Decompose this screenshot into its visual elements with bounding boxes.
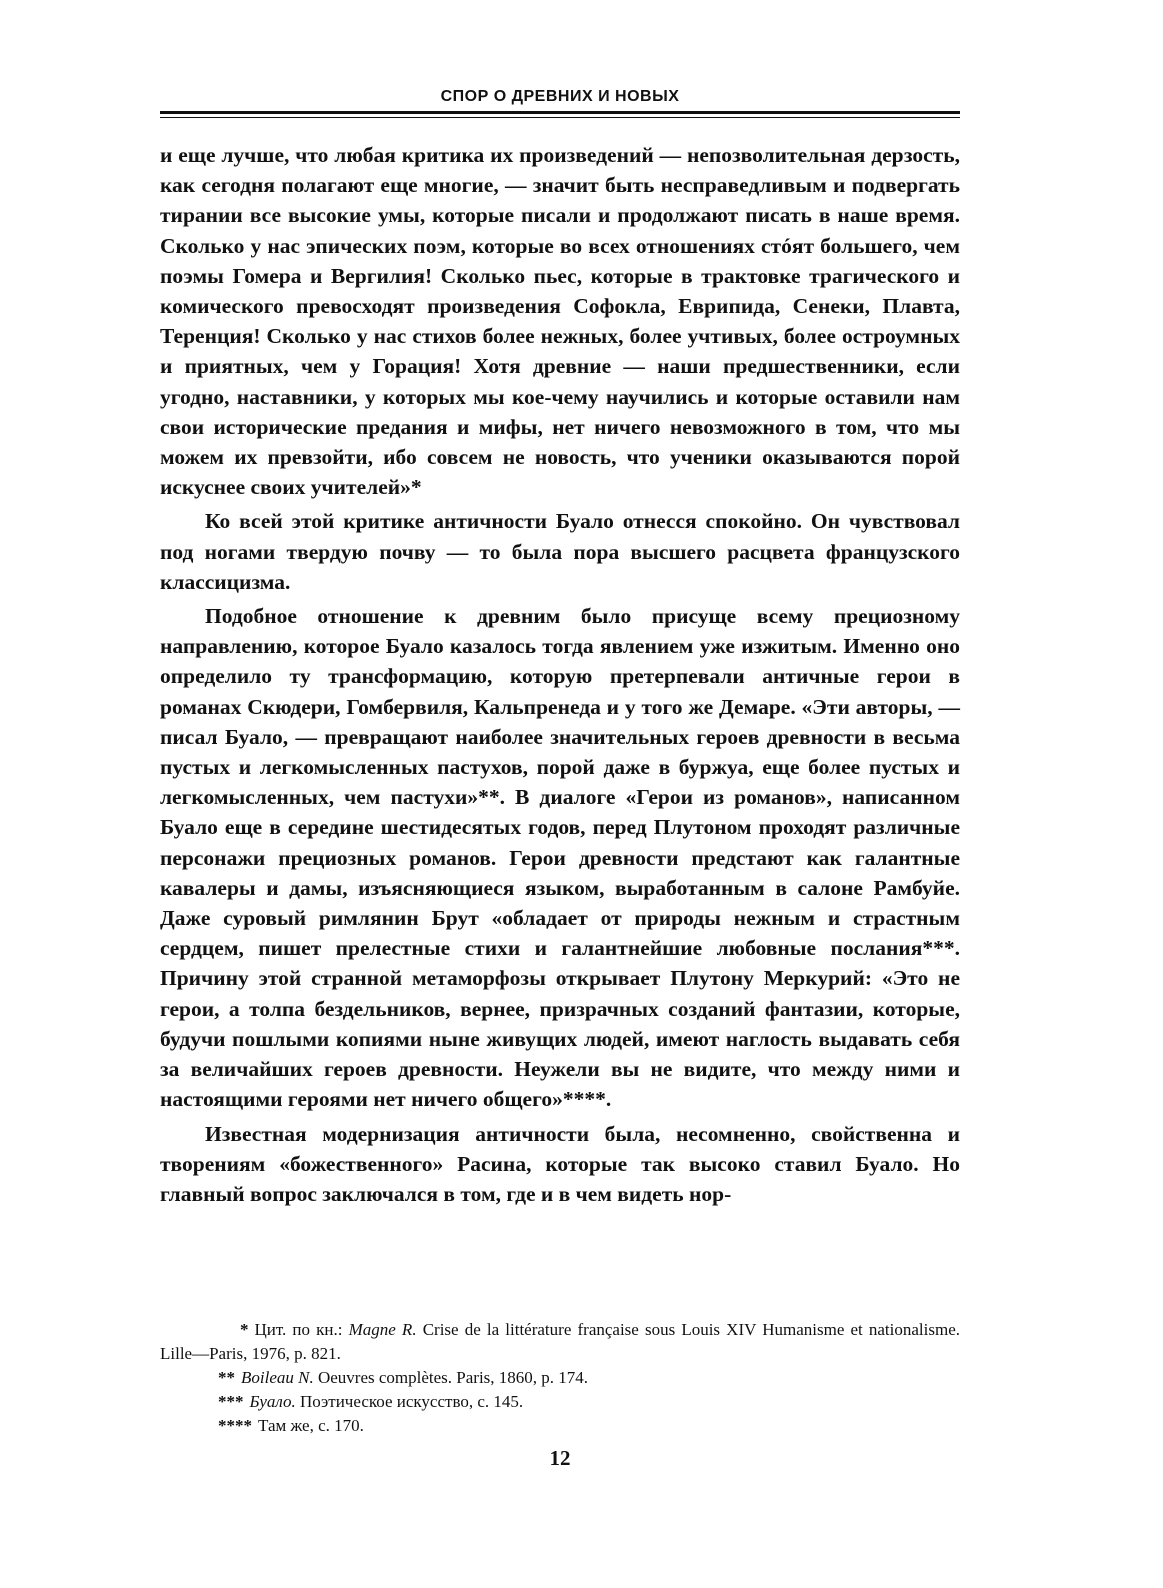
header-rule-thin (160, 117, 960, 118)
body-text (160, 140, 960, 1209)
page-number: 12 (549, 1446, 571, 1470)
footnote-author: Boileau N. (241, 1368, 314, 1387)
footnote-mark: **** (218, 1416, 252, 1435)
footnotes (160, 1318, 960, 1438)
running-title: СПОР О ДРЕВНИХ И НОВЫХ (440, 88, 680, 105)
footnote-2 (160, 1366, 960, 1390)
paragraph-1: и еще лучше, что любая критика их произведений — непозволительная дерзость, как сегодня полагают еще многие, — значит быть несправедливым и подвергать тирании все высокие умы, которые писали и продолжают писать в наше время. Сколько у нас эпических поэм, которые во всех отношениях стóят большего, чем поэмы Гомера и Вергилия! Сколько пьес, которые в трактовке трагического и комического превосходят произведения Софокла, Еврипида, Сенеки, Плавта, Теренция! Сколько у нас стихов более нежных, более учтивых, более остроумных и приятных, чем у Горация! Хотя древние — наши предшественники, если угодно, наставники, у которых мы кое-чему научились и которые оставили нам свои исторические предания и мифы, нет ничего невозможного в том, что мы можем их превзойти, ибо совсем не новость, что ученики оказываются порой искуснее своих учителей»* (160, 143, 960, 500)
footnote-1 (160, 1318, 960, 1366)
footnote-mark: *** (218, 1392, 244, 1411)
footnote-text: Поэтическое искусство, с. 145. (295, 1392, 524, 1411)
footnote-mark: ** (218, 1368, 235, 1387)
footnote-4 (160, 1414, 960, 1438)
paragraph-2: Ко всей этой критике античности Буало отнесся спокойно. Он чувствовал под ногами твердую почву — то была пора высшего расцвета французского классицизма. (160, 509, 960, 594)
footnote-3 (160, 1390, 960, 1414)
paragraph-4: Известная модернизация античности была, несомненно, свойственна и творениям «божественного» Расина, которые так высоко ставил Буало. Но главный вопрос заключался в том, где и в чем видеть нор- (160, 1121, 960, 1206)
book-page (160, 0, 960, 1588)
footnote-text: Oeuvres complètes. Paris, 1860, p. 174. (313, 1368, 589, 1387)
paragraph-3: Подобное отношение к древним было присуще всему прециозному направлению, которое Буало казалось тогда явлением уже изжитым. Именно оно определило ту трансформацию, которую претерпевали античные герои в романах Скюдери, Гомбервиля, Кальпренеда и у того же Демаре. «Эти авторы, — писал Буало, — превращают наиболее значительных героев древности в весьма пустых и легкомысленных пастухов, порой даже в буржуа, еще более пустых и легкомысленных, чем пастухи»**. В диалоге «Герои из романов», написанном Буало еще в середине шестидесятых годов, перед Плутоном проходят различные персонажи прециозных романов. Герои древности предстают как галантные кавалеры и дамы, изъясняющиеся языком, выработанным в салоне Рамбуйе. Даже суровый римлянин Брут «обладает от природы нежным и страстным сердцем, пишет прелестные стихи и галантнейшие любовные послания***. Причину этой странной метаморфозы открывает Плутону Меркурий: «Это не герои, а толпа бездельников, вернее, призрачных созданий фантазии, которые, будучи пошлыми копиями ныне живущих людей, имеют наглость выдавать себя за величайших героев древности. Неужели вы не видите, что между ними и настоящими героями нет ничего общего»****. (160, 604, 960, 1112)
footnote-text: Crise de la littérature française sous Louis XIV Humanisme et nationalisme. Lille—Paris, 1976, p. 821. (160, 1320, 961, 1363)
footnote-prefix: Цит. по кн.: (254, 1320, 349, 1339)
footnote-author: Буало. (249, 1392, 296, 1411)
header-rule-thick (160, 111, 960, 114)
footnote-mark: * (240, 1320, 249, 1339)
footnote-text: Там же, с. 170. (258, 1416, 364, 1435)
footnote-author: Magne R. (348, 1320, 417, 1339)
